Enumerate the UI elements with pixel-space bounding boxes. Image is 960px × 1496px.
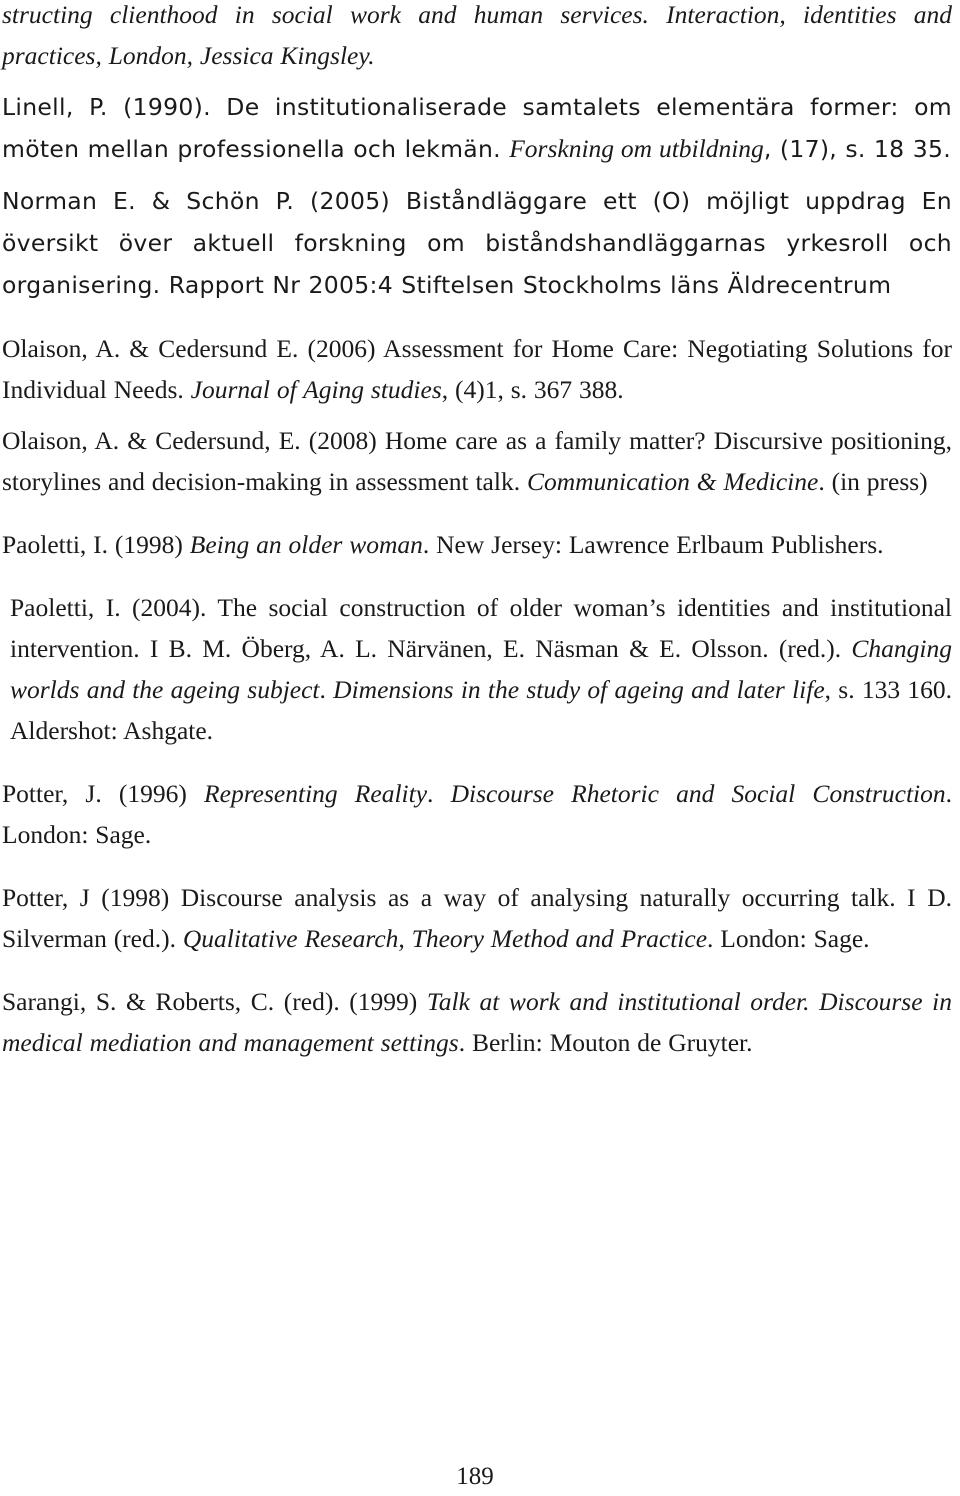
reference-entry-olaison-cedersund-2008 [2, 420, 952, 502]
reference-list [2, 0, 952, 1063]
reference-italic-segment: Qualitative Research, Theory Method and Practice [182, 924, 708, 953]
reference-text-segment: Olaison, A. & Cedersund E. (2006) Assessment for Home Care: Negotiating Solutions for Individual Needs. [2, 334, 952, 404]
reference-entry-linell-1990 [2, 86, 952, 170]
reference-entry-paoletti-1998 [2, 524, 952, 565]
reference-text-segment: . New Jersey: Lawrence Erlbaum Publishers. [422, 530, 884, 559]
reference-text-segment: Sarangi, S. & Roberts, C. (red). (1999) [2, 987, 427, 1016]
reference-text-segment: . [427, 779, 451, 808]
reference-text-segment: Linell, P. (1990). De institutionaliserade samtalets elementära former: om möten mellan professionella och lekmän. [2, 93, 952, 163]
reference-italic-segment: , London, Jessica Kingsley. [95, 41, 375, 70]
reference-text-segment: Potter, J. (1996) [2, 779, 205, 808]
reference-text-segment: , (4)1, s. 367 388. [441, 375, 624, 404]
reference-text-segment: . London: Sage. [707, 924, 870, 953]
reference-text-segment: , (17), s. 18 35. [763, 135, 951, 163]
reference-text-segment: . [319, 675, 334, 704]
reference-italic-segment: structing clienthood in social work and human services. Interaction, identities and practices [2, 0, 952, 70]
reference-text-segment: Paoletti, I. (2004). The social construction of older woman’s identities and institutional intervention. I B. M. Öberg, A. L. Närvänen, E. Näsman & E. Olsson. (red.). [10, 593, 952, 663]
reference-entry-norman-schon-2005 [2, 180, 952, 306]
reference-text-segment: , s. 133 160. Aldershot: Ashgate. [10, 675, 952, 745]
reference-italic-segment: Discourse Rhetoric and Social Construction [450, 779, 946, 808]
reference-entry-continuation [2, 0, 952, 76]
reference-italic-segment: Representing Reality [204, 779, 428, 808]
reference-entry-potter-1998 [2, 877, 952, 959]
reference-text-segment: . Berlin: Mouton de Gruyter. [458, 1028, 753, 1057]
reference-text-segment: . London: Sage. [2, 779, 952, 849]
reference-text-segment: Olaison, A. & Cedersund, E. (2008) Home care as a family matter? Discursive positioning, storylines and decision-making in assessment talk. [2, 426, 952, 496]
reference-entry-potter-1996 [2, 773, 952, 855]
reference-italic-segment: Journal of Aging studies [190, 375, 442, 404]
reference-text-segment: . (in press) [818, 467, 928, 496]
reference-text-segment: Potter, J (1998) Discourse analysis as a way of analysing naturally occurring talk. I D. Silverman (red.). [2, 883, 952, 953]
reference-italic-segment: Forskning om utbildning [509, 134, 764, 163]
reference-italic-segment: Dimensions in the study of ageing and later life [333, 675, 825, 704]
page-number: 189 [456, 1463, 494, 1490]
reference-entry-paoletti-2004 [2, 587, 952, 751]
reference-italic-segment: Being an older woman [189, 530, 423, 559]
reference-text-segment: Paoletti, I. (1998) [2, 530, 190, 559]
reference-italic-segment: Communication & Medicine [526, 467, 819, 496]
reference-text-segment: Norman E. & Schön P. (2005) Biståndläggare ett (O) möjligt uppdrag En översikt över aktuell forskning om biståndshandläggarnas yrkesroll och organisering. Rapport Nr 2005:4 Stiftelsen Stockholms läns Äldrecentrum [2, 187, 952, 299]
reference-italic-segment: Changing worlds and the ageing subject [10, 634, 952, 704]
reference-entry-sarangi-roberts-1999 [2, 981, 952, 1063]
reference-entry-olaison-cedersund-2006 [2, 328, 952, 410]
reference-italic-segment: Talk at work and institutional order. Discourse in medical mediation and management settings [2, 987, 952, 1057]
